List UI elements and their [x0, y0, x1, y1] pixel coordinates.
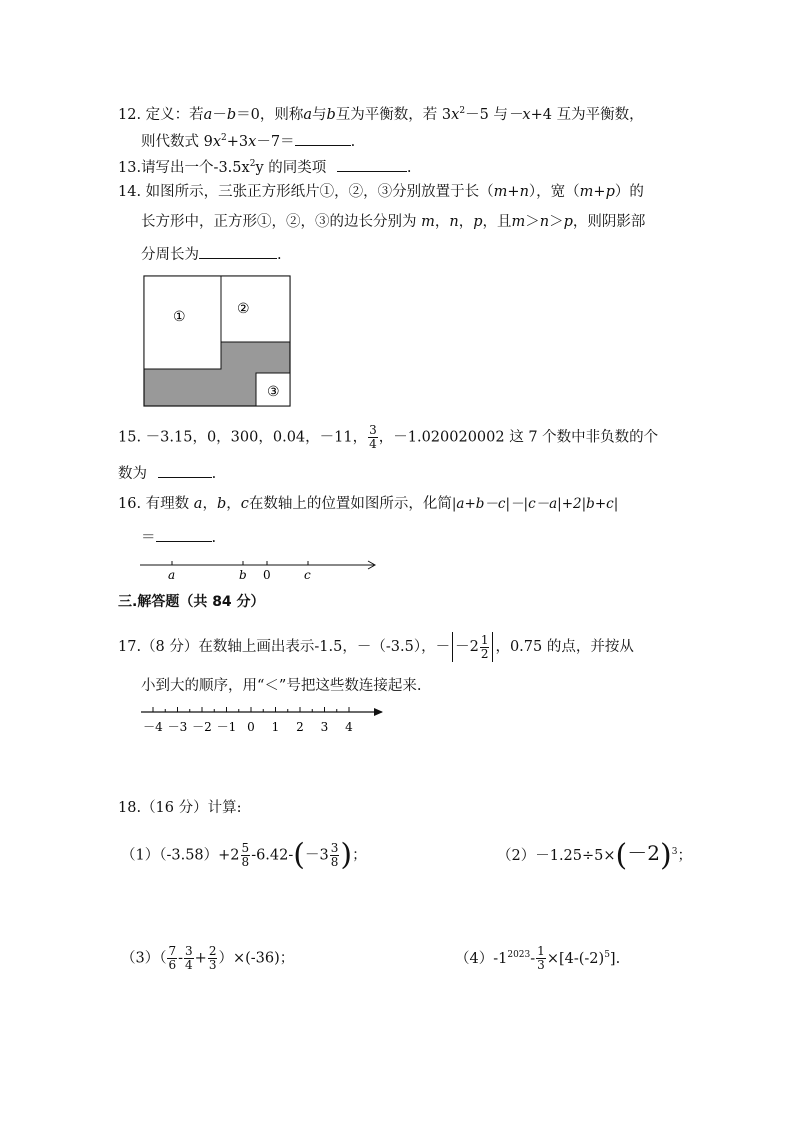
q18-part4-exponent: 5 [604, 950, 610, 960]
q14-var-n: n [519, 184, 529, 200]
q18-part3 [121, 945, 294, 972]
q12-text: 定义：若 [145, 106, 204, 123]
q14-text: 长方形中，正方形①，②，③的边长分别为 [141, 214, 417, 230]
q17-text: （8 分）在数轴上画出表示-1.5，－（-3.5）， [141, 639, 436, 655]
q14-label-3: ③ [267, 384, 280, 400]
q12-period: . [350, 133, 356, 150]
q17-tick-label: －2 [192, 720, 212, 734]
q12-var-a: a [303, 106, 313, 123]
q15-answer-blank[interactable] [158, 462, 212, 478]
q15-fraction-denominator: 4 [369, 437, 377, 451]
right-paren: ) [340, 837, 353, 873]
q14-text: 分周长为 [141, 247, 199, 263]
fraction-denominator: 4 [185, 958, 193, 972]
q16-label-0: 0 [263, 568, 271, 582]
q14-label-2: ② [237, 301, 250, 317]
q14-figure [140, 272, 295, 410]
q18-part4-end: ]. [609, 950, 621, 967]
arrow-icon [374, 708, 383, 716]
q15-line2 [118, 462, 216, 484]
q16-text: 在数轴上的位置如图所示，化简 [248, 496, 452, 512]
fraction-numerator: 2 [208, 944, 217, 958]
q18-part2-text: －2 [627, 840, 660, 865]
q14-var-p: p [563, 214, 573, 230]
q12-exponent: 2 [221, 133, 227, 143]
q12-text: 则代数式 9 [141, 133, 213, 150]
q16-answer-blank[interactable] [156, 526, 212, 542]
q17-tick-label: 3 [320, 720, 329, 734]
q12-var-b: b [326, 106, 336, 123]
fraction-denominator: 6 [168, 958, 177, 972]
plus-sign: + [194, 950, 207, 967]
q16-comma: ， [226, 496, 241, 512]
q18-part1-fraction [241, 842, 251, 869]
q17-number: 17. [118, 639, 142, 655]
q14-number: 14. [118, 184, 142, 200]
q18-part2-end: ； [677, 847, 692, 864]
q13-text: y 的同类项 [255, 159, 327, 176]
q17-number-line [138, 703, 388, 737]
q16-text: 有理数 [145, 496, 190, 512]
q12-var-x: －x [507, 106, 531, 123]
q17-tick-label: －3 [167, 720, 188, 734]
minus-sign: - [178, 950, 184, 967]
q17-tick-label: －1 [216, 720, 237, 734]
q14-var-p: p [605, 184, 615, 200]
q17-text: －2 [455, 639, 479, 655]
q12-text: 互为平衡数，若 3 [335, 106, 452, 123]
q14-gt: ＞ [549, 214, 564, 230]
q12-var-a: a [203, 106, 213, 123]
q17-fraction-denominator: 2 [480, 646, 489, 661]
q16-line2 [141, 526, 216, 548]
q16-var-b: b [216, 496, 227, 512]
q16-expression: |a+b－c|－|c－a|+2|b+c| [451, 496, 619, 512]
fraction-numerator: 3 [185, 944, 193, 958]
q16-line1 [118, 494, 618, 514]
q12-line2 [141, 128, 355, 152]
q14-var-m: m [511, 214, 526, 230]
q12-var-x: x [451, 106, 460, 123]
q18-part1-text: （1）（-3.58）+2 [121, 847, 240, 864]
q18-part3-fraction-1 [167, 945, 177, 972]
q12-var-x: x [248, 133, 257, 150]
q12-text: －5 与 [465, 106, 508, 123]
fraction-denominator: 8 [241, 855, 250, 869]
q17-fraction-numerator: 1 [480, 632, 489, 647]
q12-line1 [118, 101, 644, 125]
q13-number: 13. [118, 159, 142, 176]
q14-text: ，则阴影部 [572, 214, 646, 230]
q14-text: ），宽（ [528, 184, 580, 200]
q16-label-a: a [168, 568, 176, 582]
q18-part2 [497, 837, 692, 873]
q12-exponent: 2 [459, 106, 466, 116]
q12-text: ＝0，则称 [236, 106, 304, 123]
right-paren: ) [660, 837, 672, 873]
q15-text: －3.15，0，300，0.04，－11， [145, 429, 368, 446]
q14-text: 如图所示，三张正方形纸片①，②，③分别放置于长（ [145, 184, 494, 200]
left-paren: ( [615, 837, 628, 873]
q14-label-1: ① [173, 309, 186, 325]
q18-part4-fraction [536, 945, 546, 972]
q13-answer-blank[interactable] [337, 156, 407, 172]
q14-comma: ， [458, 214, 474, 230]
q17-abs-bar-left [452, 632, 453, 662]
q18-part2-text: （2）－1.25÷5× [497, 847, 616, 864]
q17-tick-label: 1 [271, 720, 280, 734]
q14-answer-blank[interactable] [199, 243, 277, 259]
q18-part4-text: （4）-1 [455, 950, 508, 967]
q14-var-n: n [449, 214, 459, 230]
q16-label-b: b [239, 568, 247, 582]
q12-text: 与 [312, 106, 327, 123]
q15-text: ，－1.020020002 这 7 个数中非负数的个 [378, 429, 659, 446]
q14-var-m: m [421, 214, 435, 230]
fraction-denominator: 3 [537, 958, 545, 973]
q12-answer-blank[interactable] [295, 130, 351, 146]
q18-part3-end: ）×(-36)； [218, 950, 295, 967]
q14-var-m: m [493, 184, 508, 200]
q12-var-x: x [212, 133, 222, 150]
q15-number: 15. [118, 429, 142, 446]
q16-comma: ， [202, 496, 217, 512]
q12-var-b: b [226, 106, 237, 123]
q15-period: . [211, 466, 217, 482]
q14-comma: ， [434, 214, 450, 230]
q18-header [118, 798, 242, 818]
q14-plus: + [593, 184, 606, 200]
q14-gt: ＞ [525, 214, 540, 230]
minus-sign: - [530, 950, 536, 967]
q12-number: 12. [118, 106, 142, 123]
q17-tick-label: －4 [143, 720, 163, 734]
q16-var-c: c [240, 496, 249, 512]
q18-part3-fraction-2 [184, 945, 194, 972]
fraction-denominator: 8 [330, 855, 339, 869]
q12-text: +4 互为平衡数， [530, 106, 644, 123]
q14-var-p: p [473, 214, 483, 230]
q17-abs-bar-right [492, 632, 493, 662]
q13-exponent: 2 [249, 159, 256, 169]
q15-text: 数为 [118, 466, 147, 482]
q15-line1 [118, 424, 658, 451]
q16-var-a: a [193, 496, 203, 512]
fraction-denominator: 3 [208, 958, 217, 972]
q17-tick-label: 2 [296, 720, 304, 734]
q18-number: 18. [118, 800, 142, 816]
q12-text: －7＝ [256, 133, 295, 150]
q16-equals: ＝ [141, 530, 156, 546]
fraction-numerator: 1 [537, 944, 545, 959]
q14-text: ，且 [482, 214, 512, 230]
q18-text: （16 分）计算: [141, 800, 242, 816]
q17-ticks [143, 707, 353, 734]
q17-tick-label: 0 [247, 720, 255, 734]
q16-label-c: c [304, 568, 311, 582]
q16-period: . [211, 530, 217, 546]
q12-minus: － [212, 106, 227, 123]
left-paren: ( [293, 837, 305, 873]
q18-part2-exponent: 3 [671, 847, 678, 857]
q14-period: . [277, 247, 282, 263]
q14-line2 [141, 212, 645, 232]
q14-square-2 [221, 276, 290, 342]
q17-tick-label: 4 [345, 720, 353, 734]
q17-minus: － [435, 639, 451, 655]
q16-number-line [138, 556, 383, 584]
q14-line3 [141, 243, 282, 265]
q17-fraction [480, 634, 490, 661]
q14-line1 [118, 182, 644, 202]
section-3-title: 三.解答题（共 84 分） [118, 594, 265, 610]
q18-part1 [121, 837, 367, 873]
q13-line [118, 154, 411, 178]
q16-number: 16. [118, 496, 142, 512]
q15-fraction [368, 424, 378, 451]
q14-var-n: n [539, 214, 550, 230]
q18-part1-fraction-2 [330, 842, 340, 869]
q17-line1 [118, 632, 634, 662]
q14-var-m: m [579, 184, 594, 200]
q18-part1-text: －3 [305, 847, 329, 864]
q17-line2: 小到大的顺序，用“＜”号把这些数连接起来. [141, 678, 422, 694]
fraction-numerator: 5 [241, 841, 250, 855]
q13-text: 请写出一个-3.5x [141, 159, 250, 176]
q17-text: ，0.75 的点，并按从 [495, 639, 634, 655]
q18-part1-text: -6.42- [251, 847, 294, 864]
fraction-numerator: 7 [168, 944, 177, 958]
q15-fraction-numerator: 3 [369, 423, 377, 437]
q18-part3-text: （3）（ [121, 950, 167, 967]
q14-plus: + [507, 184, 520, 200]
q14-text: ）的 [614, 184, 644, 200]
q13-period: . [406, 159, 412, 176]
q18-part1-end: ； [352, 847, 367, 864]
q18-part4-exponent: 2023 [507, 950, 531, 960]
q18-part4-text: ×[4-(-2) [546, 950, 605, 967]
q18-part3-fraction-3 [208, 945, 218, 972]
q12-text: +3 [226, 133, 249, 150]
fraction-numerator: 3 [330, 841, 339, 855]
q18-part4 [455, 945, 620, 972]
